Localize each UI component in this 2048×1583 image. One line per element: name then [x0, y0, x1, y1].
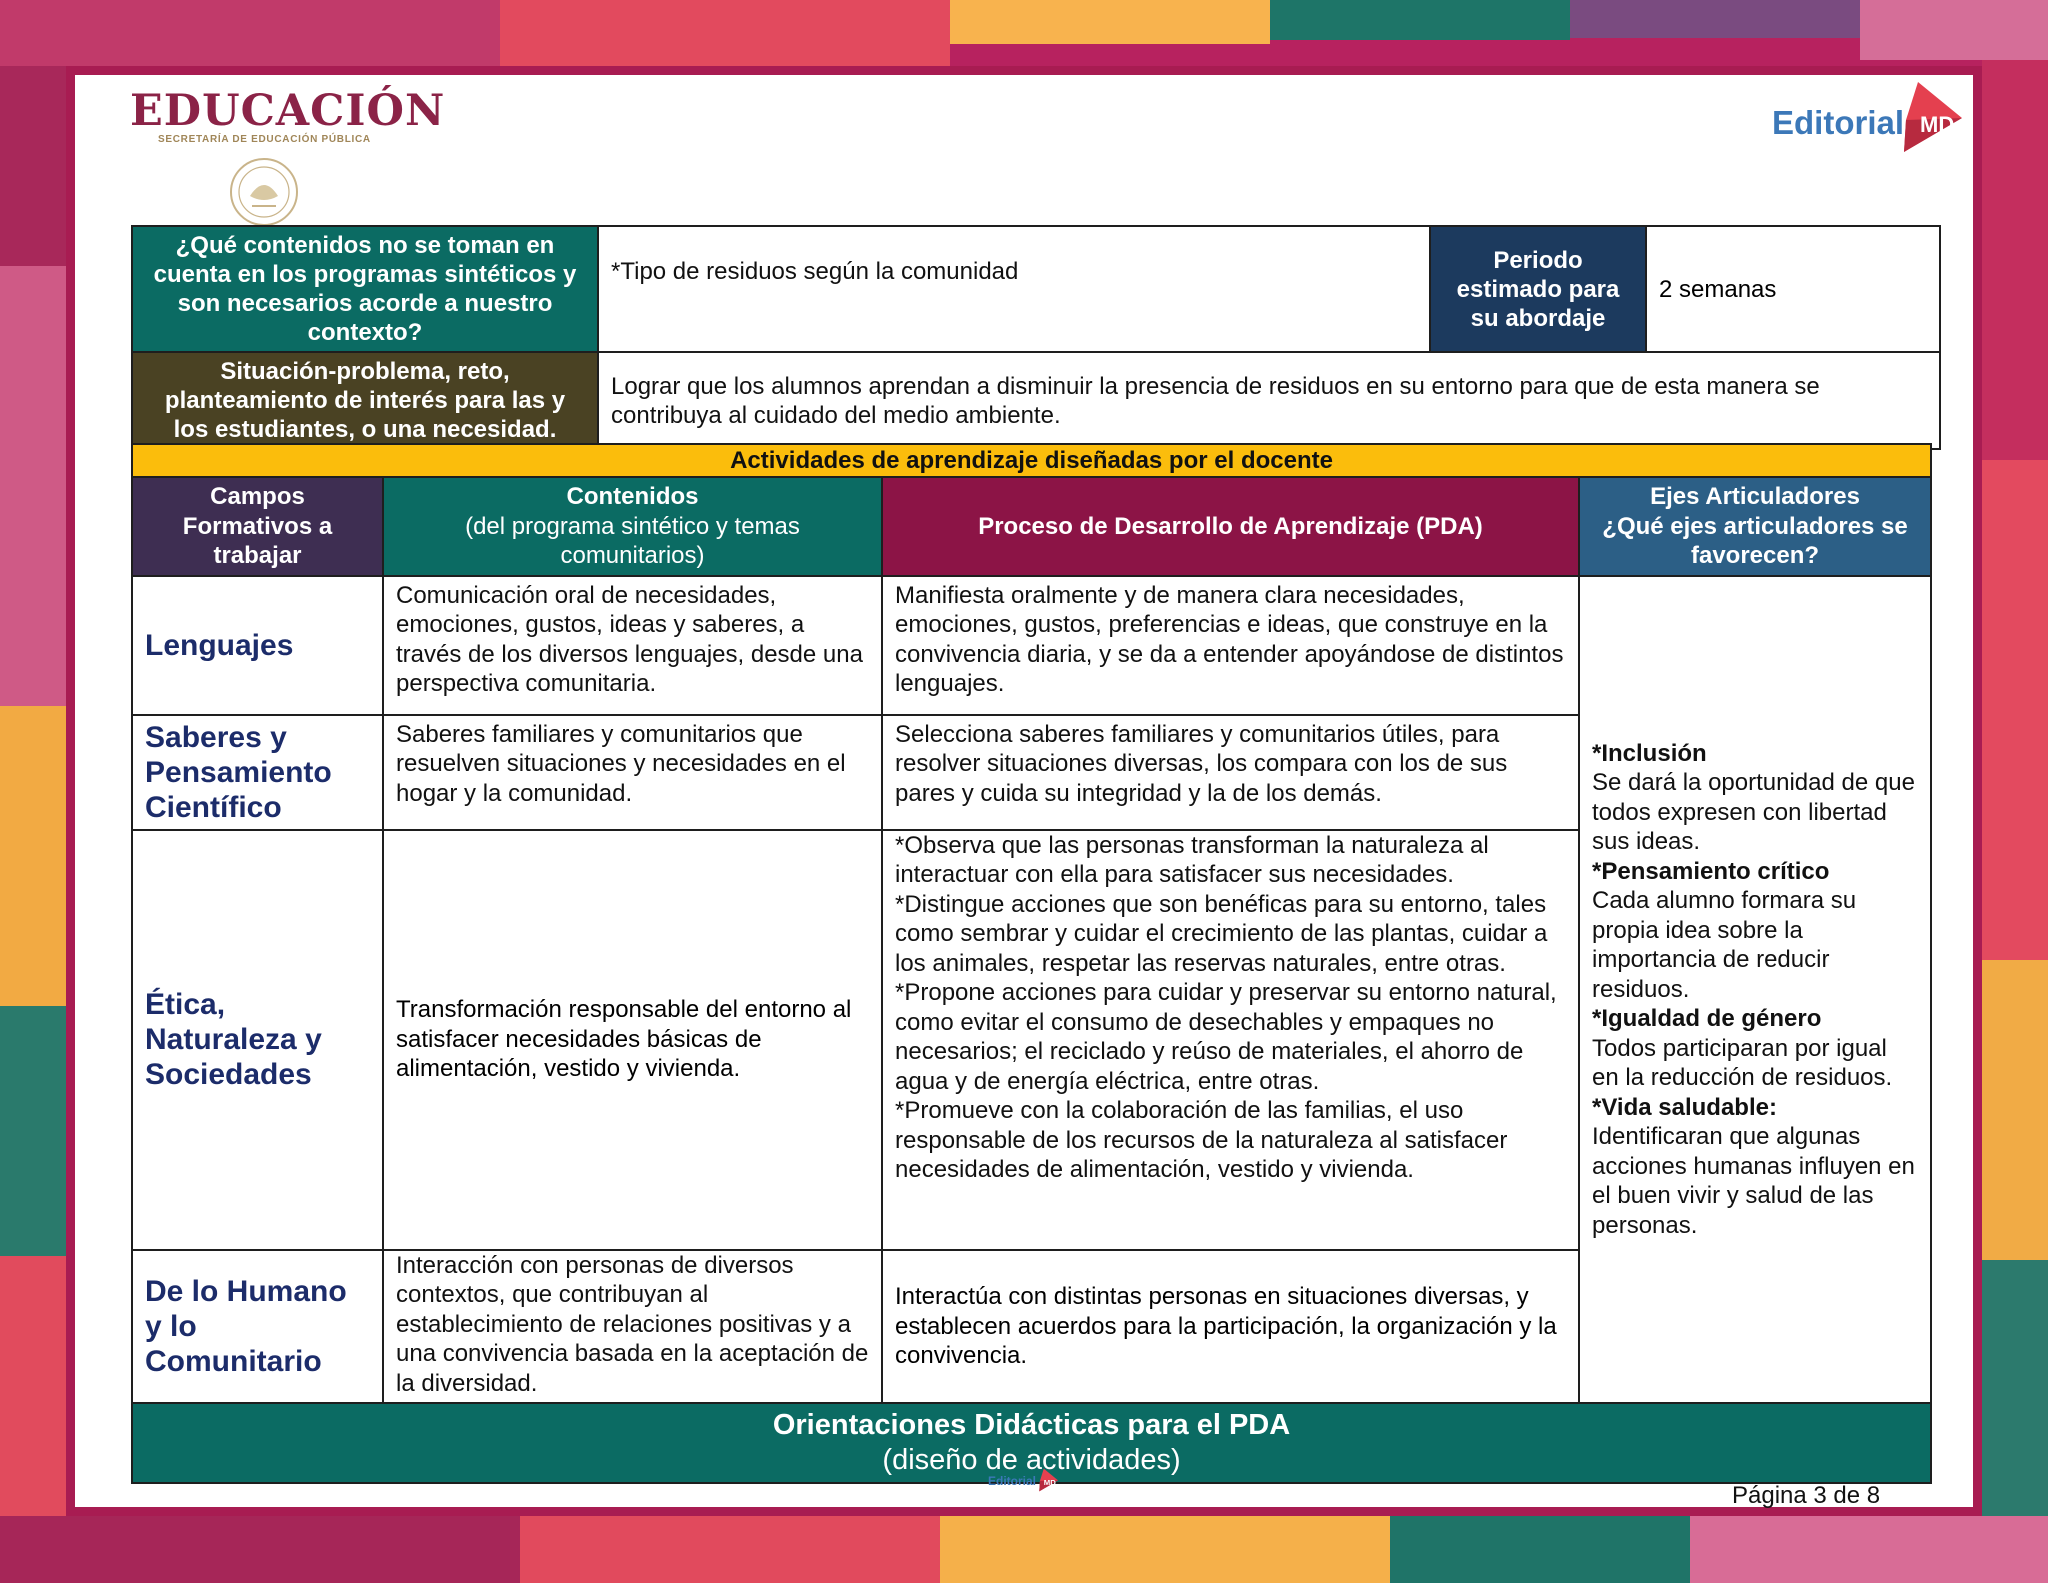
non-considered-contents-header: ¿Qué contenidos no se toman en cuenta en los programas sintéticos y son necesarios acorde a nuestro contexto?	[132, 226, 598, 352]
non-considered-contents-value: *Tipo de residuos según la comunidad	[598, 226, 1430, 352]
col-header-ejes	[1579, 477, 1931, 576]
footer-editorial-label: Editorial	[988, 1474, 1037, 1488]
sep-logo-subtitle: SECRETARÍA DE EDUCACIÓN PÚBLICA	[158, 134, 371, 145]
campo-lenguajes: Lenguajes	[132, 576, 383, 715]
eje-text-igualdad-genero: Todos participaran por igual en la reducción de residuos.	[1592, 1034, 1893, 1091]
svg-text:MD: MD	[1920, 112, 1955, 137]
col-header-ejes-title: Ejes Articuladores	[1650, 483, 1860, 510]
col-header-contenidos-title: Contenidos	[566, 483, 699, 510]
period-header: Periodo estimado para su abordaje	[1430, 226, 1646, 352]
contenido-lenguajes: Comunicación oral de necesidades, emociones, gustos, ideas y saberes, a través de los diversos lenguajes, desde una perspectiva comunitaria.	[383, 576, 882, 715]
col-header-contenidos-subtitle: (del programa sintético y temas comunitarios)	[465, 512, 800, 569]
orientaciones-title: Orientaciones Didácticas para el PDA	[772, 1409, 1291, 1441]
situation-value: Lograr que los alumnos aprendan a disminuir la presencia de residuos en su entorno para que de esta manera se contribuya al cuidado del medio ambiente.	[598, 352, 1940, 449]
col-header-contenidos	[383, 477, 882, 576]
eje-title-pensamiento-critico: *Pensamiento crítico	[1592, 857, 1830, 885]
pda-etica	[882, 830, 1579, 1250]
col-header-pda: Proceso de Desarrollo de Aprendizaje (PDA)	[882, 477, 1579, 576]
sep-logo-title: EDUCACIÓN	[130, 86, 446, 136]
contenido-saberes: Saberes familiares y comunitarios que resuelven situaciones y necesidades en el hogar y la comunidad.	[383, 715, 882, 830]
page-number: Página 3 de 8	[1732, 1482, 1881, 1509]
contenido-humano: Interacción con personas de diversos contextos, que contribuyan al establecimiento de relaciones positivas y a una convivencia basada en la aceptación de la diversidad.	[383, 1250, 882, 1404]
pda-lenguajes	[882, 576, 1579, 715]
pda-item: Interactúa con distintas personas en situaciones diversas, y establecen acuerdos para la participación, la organización y la convivencia.	[895, 1283, 1557, 1369]
eje-text-vida-saludable: Identificaran que algunas acciones humanas influyen en el buen vivir y salud de las personas.	[1592, 1123, 1915, 1239]
period-value: 2 semanas	[1646, 226, 1940, 352]
table-row	[132, 576, 1931, 715]
eje-title-vida-saludable: *Vida saludable:	[1592, 1093, 1777, 1121]
orientaciones-subtitle: (diseño de actividades)	[882, 1444, 1181, 1476]
editorial-md-logo-icon	[1898, 80, 1964, 154]
ejes-articuladores-cell	[1579, 576, 1931, 1404]
pda-item: *Distingue acciones que son benéficas para su entorno, tales como sembrar y cuidar el crecimiento de las plantas, cuidar a los animales, respetar las reservas naturales, entre otras.	[895, 890, 1548, 977]
campo-saberes: Saberes y Pensamiento Científico	[132, 715, 383, 830]
eje-title-inclusion: *Inclusión	[1592, 739, 1707, 767]
col-header-ejes-subtitle: ¿Qué ejes articuladores se favorecen?	[1602, 512, 1908, 569]
campo-humano: De lo Humano y lo Comunitario	[132, 1250, 383, 1404]
orientaciones-band	[132, 1403, 1931, 1483]
pda-item: Manifiesta oralmente y de manera clara necesidades, emociones, gustos, preferencias e ideas, que construye en la convivencia diaria, y se da a entender apoyándose de distintos lenguajes.	[895, 581, 1564, 697]
context-table	[131, 225, 1941, 450]
footer-md-logo-icon	[1037, 1468, 1059, 1492]
eje-text-pensamiento-critico: Cada alumno formara su propia idea sobre la importancia de reducir residuos.	[1592, 887, 1857, 1003]
pda-humano	[882, 1250, 1579, 1404]
eje-text-inclusion: Se dará la oportunidad de que todos expresen con libertad sus ideas.	[1592, 769, 1915, 855]
pda-item: Selecciona saberes familiares y comunitarios útiles, para resolver situaciones diversas, los compara con los de sus pares y cuida su integridad y la de los demás.	[895, 720, 1508, 807]
national-seal-icon	[228, 156, 300, 228]
pda-item: *Propone acciones para cuidar y preservar su entorno natural, como evitar el consumo de desechables y empaques no necesarios; el reciclado y reúso de materiales, el ahorro de agua y de energía eléctrica, entre otras.	[895, 979, 1557, 1095]
situation-header: Situación-problema, reto, planteamiento de interés para las y los estudiantes, o una necesidad.	[132, 352, 598, 449]
activities-table	[131, 443, 1932, 1484]
activities-band-title: Actividades de aprendizaje diseñadas por el docente	[132, 444, 1931, 477]
col-header-campos: Campos Formativos a trabajar	[132, 477, 383, 576]
svg-text:MD: MD	[1043, 1477, 1056, 1487]
contenido-etica: Transformación responsable del entorno al satisfacer necesidades básicas de alimentación, vestido y vivienda.	[383, 830, 882, 1250]
pda-saberes	[882, 715, 1579, 830]
editorial-logo-label: Editorial	[1772, 104, 1905, 141]
pda-item: *Promueve con la colaboración de las familias, el uso responsable de los recursos de la naturaleza al satisfacer necesidades de alimentación, vestido y vivienda.	[895, 1097, 1508, 1183]
campo-etica: Ética, Naturaleza y Sociedades	[132, 830, 383, 1250]
eje-title-igualdad-genero: *Igualdad de género	[1592, 1005, 1822, 1032]
pda-item: *Observa que las personas transforman la naturaleza al interactuar con ella para satisfacer sus necesidades.	[895, 831, 1489, 888]
